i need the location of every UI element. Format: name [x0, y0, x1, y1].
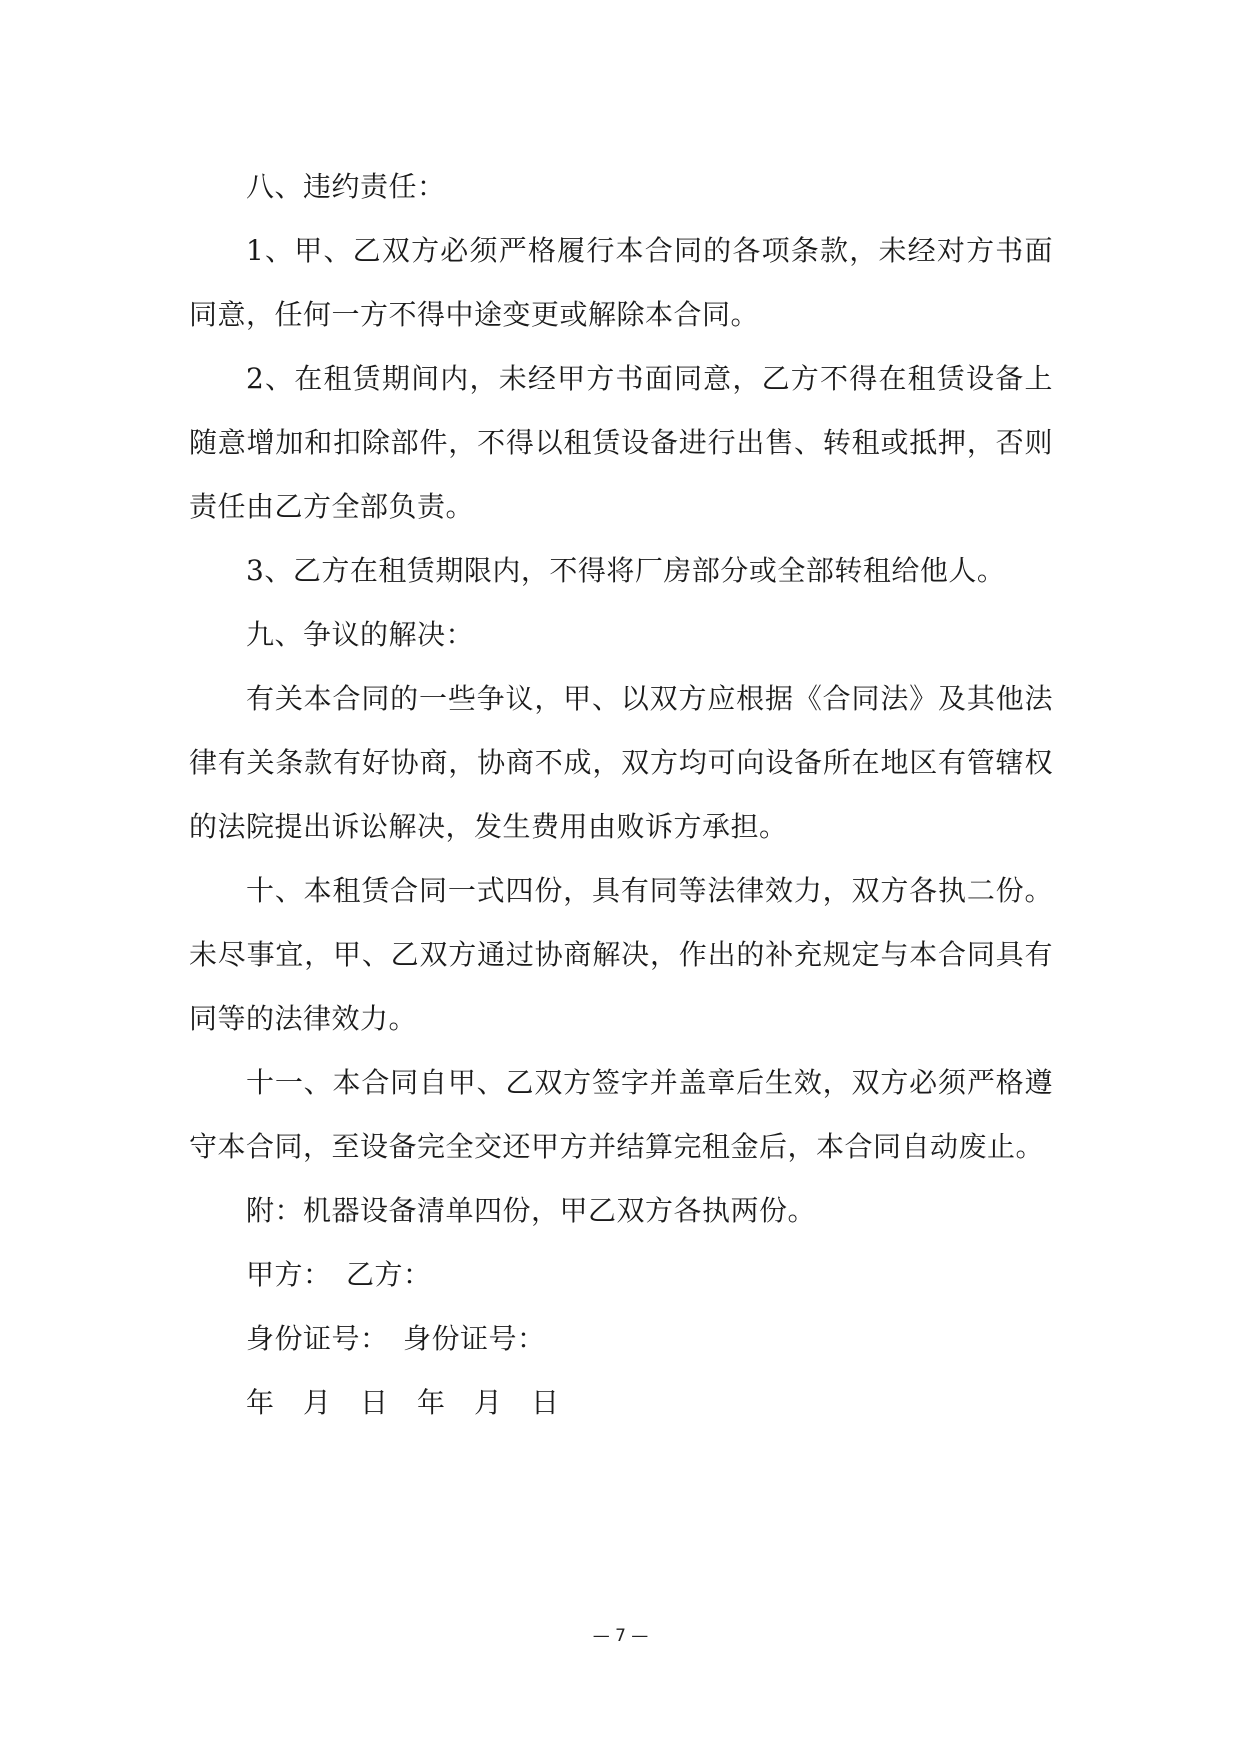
clause-2: 2、在租赁期间内，未经甲方书面同意，乙方不得在租赁设备上随意增加和扣除部件，不得以租赁设备进行出售、转租或抵押，否则责任由乙方全部负责。	[189, 362, 1053, 523]
attachment-line: 附：机器设备清单四份，甲乙双方各执两份。	[246, 1194, 817, 1227]
date-line: 年 月 日 年 月 日	[246, 1386, 560, 1419]
page-number: — 7 —	[592, 1626, 649, 1646]
document-body	[189, 155, 1053, 1435]
clause-1: 1、甲、乙双方必须严格履行本合同的各项条款，未经对方书面同意，任何一方不得中途变更或解除本合同。	[189, 234, 1053, 331]
clause-3: 3、乙方在租赁期限内，不得将厂房部分或全部转租给他人。	[246, 554, 1006, 587]
copies-paragraph: 十、本租赁合同一式四份，具有同等法律效力，双方各执二份。未尽事宜，甲、乙双方通过协商解决，作出的补充规定与本合同具有同等的法律效力。	[189, 874, 1053, 1035]
dispute-paragraph: 有关本合同的一些争议，甲、以双方应根据《合同法》及其他法律有关条款有好协商，协商不成，双方均可向设备所在地区有管辖权的法院提出诉讼解决，发生费用由败诉方承担。	[189, 682, 1053, 843]
id-number-line: 身份证号： 身份证号：	[246, 1322, 546, 1355]
party-signature-line: 甲方： 乙方：	[246, 1258, 432, 1291]
section-heading-breach: 八、违约责任：	[246, 170, 446, 203]
effective-paragraph: 十一、本合同自甲、乙双方签字并盖章后生效，双方必须严格遵守本合同，至设备完全交还甲方并结算完租金后，本合同自动废止。	[189, 1066, 1053, 1163]
section-heading-dispute: 九、争议的解决：	[246, 618, 475, 651]
